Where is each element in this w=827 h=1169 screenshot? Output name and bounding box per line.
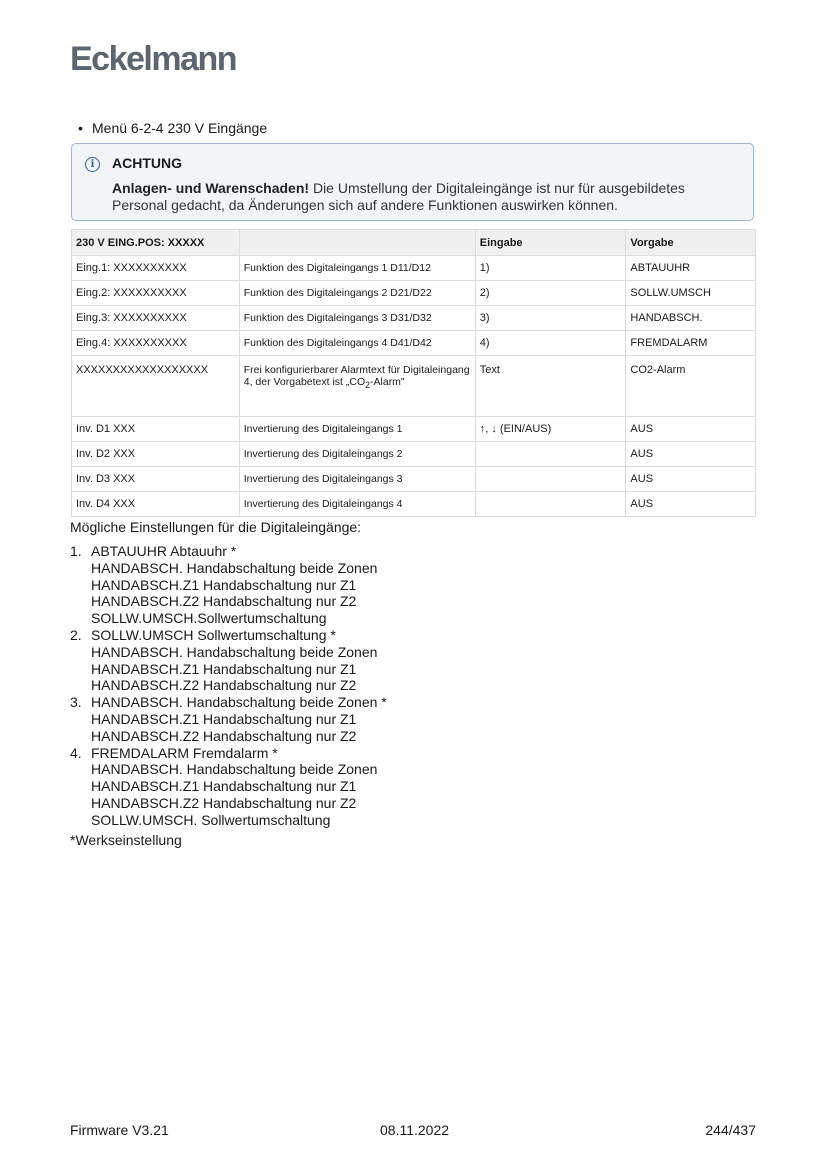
footer-date: 08.11.2022	[380, 1122, 450, 1138]
list-item	[70, 694, 387, 744]
list-number: 3.	[70, 694, 82, 711]
warning-note	[71, 143, 754, 221]
table-cell: Eing.1: XXXXXXXXXX	[72, 256, 240, 281]
header-cell-position: 230 V EING.POS: XXXXX	[72, 230, 240, 256]
table-cell: AUS	[626, 467, 756, 492]
list-item	[70, 543, 387, 627]
table-row	[72, 467, 756, 492]
list-number: 2.	[70, 626, 82, 643]
table-cell: Funktion des Digitaleingangs 2 D21/D22	[239, 281, 475, 306]
table-cell: Invertierung des Digitaleingangs 4	[239, 492, 475, 517]
table-cell: XXXXXXXXXXXXXXXXXX	[72, 356, 240, 417]
header-cell-vorgabe: Vorgabe	[626, 230, 756, 256]
list-item	[70, 745, 387, 829]
menu-bullet	[78, 120, 267, 136]
list-item	[70, 627, 387, 694]
table-cell: Funktion des Digitaleingangs 1 D11/D12	[239, 256, 475, 281]
table-cell: Inv. D2 XXX	[72, 442, 240, 467]
setting-line: SOLLW.UMSCH. Sollwertumschaltung	[91, 811, 331, 828]
table-cell: 4)	[475, 331, 626, 356]
table-cell: AUS	[626, 417, 756, 442]
table-row	[72, 492, 756, 517]
table-header-row	[72, 230, 756, 256]
setting-line: SOLLW.UMSCH.Sollwertumschaltung	[91, 610, 327, 627]
table-row	[72, 417, 756, 442]
bullet-dot-icon: •	[78, 120, 83, 136]
list-number: 4.	[70, 744, 82, 761]
setting-line: HANDABSCH. Handabschaltung beide Zonen	[91, 643, 378, 660]
setting-line: HANDABSCH.Z2 Handabschaltung nur Z2	[91, 677, 357, 694]
table-cell: ABTAUUHR	[626, 256, 756, 281]
table-cell: FREMDALARM	[626, 331, 756, 356]
note-text: Die Umstellung der Digitaleingänge ist nur für ausgebildetes Personal gedacht, da Änderungen sich auf andere Funktionen auswirken können.	[112, 180, 685, 213]
table-cell-alarm-description	[239, 356, 475, 417]
table-cell: SOLLW.UMSCH	[626, 281, 756, 306]
setting-line: HANDABSCH. Handabschaltung beide Zonen *	[91, 694, 387, 711]
table-row	[72, 356, 756, 417]
table-row	[72, 306, 756, 331]
setting-line: FREMDALARM Fremdalarm *	[91, 744, 278, 761]
table-cell: 1)	[475, 256, 626, 281]
header-cell-description	[239, 230, 475, 256]
footer-page-number: 244/437	[705, 1122, 756, 1138]
parameter-table	[71, 229, 756, 517]
table-cell	[475, 442, 626, 467]
header-cell-eingabe: Eingabe	[475, 230, 626, 256]
setting-line: HANDABSCH.Z1 Handabschaltung nur Z1	[91, 576, 357, 593]
table-cell: Funktion des Digitaleingangs 4 D41/D42	[239, 331, 475, 356]
table-cell: Invertierung des Digitaleingangs 2	[239, 442, 475, 467]
factory-setting-footnote: *Werkseinstellung	[70, 832, 182, 848]
table-cell: Inv. D4 XXX	[72, 492, 240, 517]
setting-line: HANDABSCH.Z1 Handabschaltung nur Z1	[91, 710, 357, 727]
table-row	[72, 331, 756, 356]
table-cell: Inv. D3 XXX	[72, 467, 240, 492]
footer-firmware: Firmware V3.21	[70, 1122, 169, 1138]
table-cell: Invertierung des Digitaleingangs 3	[239, 467, 475, 492]
table-cell: Inv. D1 XXX	[72, 417, 240, 442]
settings-intro: Mögliche Einstellungen für die Digitaleingänge:	[70, 519, 362, 535]
menu-bullet-text: Menü 6-2-4 230 V Eingänge	[92, 120, 268, 136]
setting-line: HANDABSCH.Z1 Handabschaltung nur Z1	[91, 778, 357, 795]
table-cell: ↑, ↓ (EIN/AUS)	[475, 417, 626, 442]
table-row	[72, 281, 756, 306]
table-cell: 3)	[475, 306, 626, 331]
alarm-desc-text: Frei konfigurierbarer Alarmtext für Digitaleingang 4, der Vorgabetext ist „CO	[243, 364, 470, 388]
list-number: 1.	[70, 543, 82, 559]
table-cell: Eing.2: XXXXXXXXXX	[72, 281, 240, 306]
note-bold-lead: Anlagen- und Warenschaden!	[112, 180, 310, 196]
setting-line: HANDABSCH.Z2 Handabschaltung nur Z2	[91, 593, 357, 610]
table-cell: CO2-Alarm	[626, 356, 756, 417]
setting-line: HANDABSCH.Z2 Handabschaltung nur Z2	[91, 727, 357, 744]
table-cell: 2)	[475, 281, 626, 306]
eckelmann-logo: Eckelmann	[70, 40, 237, 78]
table-cell: AUS	[626, 442, 756, 467]
setting-line: HANDABSCH.Z2 Handabschaltung nur Z2	[91, 794, 357, 811]
setting-line: HANDABSCH. Handabschaltung beide Zonen	[91, 761, 378, 778]
note-title: ACHTUNG	[112, 155, 182, 171]
table-cell: Invertierung des Digitaleingangs 1	[239, 417, 475, 442]
note-body	[112, 180, 742, 214]
table-cell	[475, 492, 626, 517]
info-icon: i	[85, 157, 100, 172]
table-row	[72, 256, 756, 281]
setting-line: HANDABSCH. Handabschaltung beide Zonen	[91, 559, 378, 576]
table-cell: Eing.4: XXXXXXXXXX	[72, 331, 240, 356]
setting-line: ABTAUUHR Abtauuhr *	[91, 543, 237, 559]
table-cell: Text	[475, 356, 626, 417]
alarm-desc-text-end: -Alarm"	[370, 376, 405, 388]
table-cell: HANDABSCH.	[626, 306, 756, 331]
setting-line: HANDABSCH.Z1 Handabschaltung nur Z1	[91, 660, 357, 677]
setting-line: SOLLW.UMSCH Sollwertumschaltung *	[91, 626, 336, 643]
table-row	[72, 442, 756, 467]
table-cell: Funktion des Digitaleingangs 3 D31/D32	[239, 306, 475, 331]
alarm-desc-subscript: 2	[365, 380, 371, 391]
table-cell: Eing.3: XXXXXXXXXX	[72, 306, 240, 331]
table-cell: AUS	[626, 492, 756, 517]
table-cell	[475, 467, 626, 492]
settings-list	[70, 543, 387, 829]
